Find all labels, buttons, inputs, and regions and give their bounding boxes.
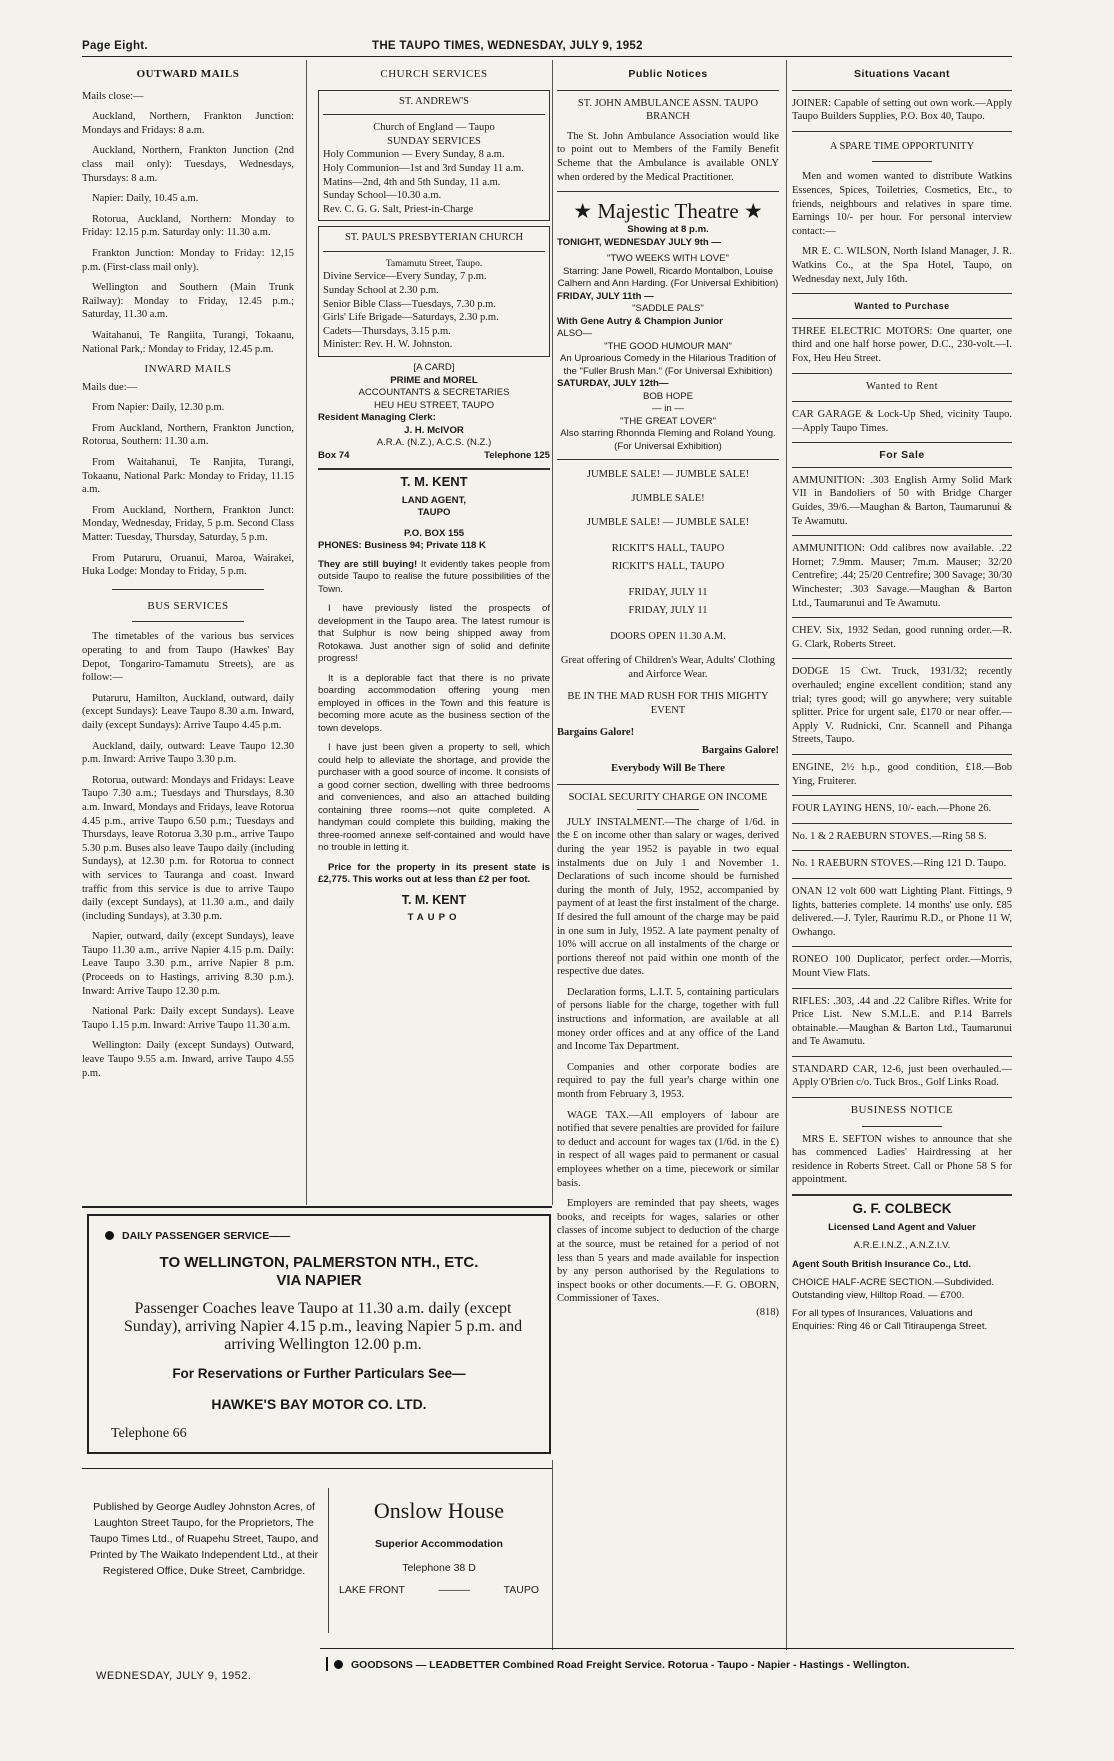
column-notices [557, 62, 779, 1702]
film-description: An Uproarious Comedy in the Hilarious Tradition of the "Fuller Brush Man." (For Universal Exhibition) [560, 353, 776, 377]
goodsons-ad [326, 1657, 1016, 1675]
st-pauls-box [318, 226, 550, 357]
st-andrews-box [318, 90, 550, 222]
classified-ad: DODGE 15 Cwt. Truck, 1931/32; recently overhauled; engine excellent condition; stand any trial; tyres good; will go anywhere; very suitable splitter. Price for urgent sale, £170 or near offer.—Apply V. Rudnicki, Cnr. Scannell and Pihanga Streets, Taupo. [792, 666, 1012, 746]
divider [792, 823, 1012, 824]
onslow-location [329, 1584, 549, 1596]
classified-ad: STANDARD CAR, 12-6, just been overhauled.—Apply O'Brien c/o. Tuck Bros., Golf Links Road. [792, 1063, 1012, 1089]
film-title: "SADDLE PALS" [632, 303, 704, 315]
column-rule [552, 1460, 553, 1650]
jumble-hall: RICKIT'S HALL, TAUPO [611, 543, 725, 555]
mail-paragraph: Wellington and Southern (Main Trunk Railway): Monday to Friday, 12.45 p.m.; Saturday, 11.30 a.m. [82, 282, 294, 321]
divider [557, 784, 779, 785]
service-line: Holy Communion — Every Sunday, 8 a.m. [323, 149, 505, 161]
divider [792, 878, 1012, 879]
divider [792, 467, 1012, 468]
kent-paragraph: I have just been given a property to sell, which could help to alleviate the shortage, and provide the purchaser with a good source of income. It consists of a good corner section, dwelling with three bedrooms and conveniences, and also an attached building containing three rooms—not quite completed. A handyman could complete this building, making the three-roomed annexe self-contained and would have no trouble in letting it. [318, 742, 550, 853]
jumble-day: FRIDAY, JULY 11 [628, 605, 708, 617]
card-clerk-label: Resident Managing Clerk: [318, 412, 436, 423]
divider [637, 809, 699, 810]
colbeck-role: Licensed Land Agent and Valuer [828, 1221, 976, 1233]
service-line: Girls' Life Brigade—Saturdays, 2.30 p.m. [323, 312, 499, 324]
security-paragraph: JULY INSTALMENT.—The charge of 1/6d. in the £ on income other than salary or wages, derived during the year 1952 is payable in two equal instalments due on July 1 and November 1. Declarations of such income should be furnished during the month of July, 1952, accompanied by payment of at least the first instalment of the charge. If desired the full amount of the charge may be paid in one sum in July, 1952. A late payment penalty of 10% will accrue on all instalments of the charge or portions thereof not paid within one month of the respective due dates. [557, 816, 779, 978]
page-header [82, 38, 1012, 56]
onslow-sub: Superior Accommodation [375, 1538, 503, 1550]
ambulance-title: ST. JOHN AMBULANCE ASSN. TAUPO BRANCH [577, 97, 759, 123]
column-rule [306, 60, 307, 1205]
outward-mails-title: OUTWARD MAILS [136, 68, 240, 80]
divider [792, 293, 1012, 294]
divider [792, 617, 1012, 618]
wanted-purchase-title: Wanted to Purchase [854, 301, 950, 312]
divider [132, 621, 244, 622]
security-paragraph: Employers are reminded that pay sheets, wages books, and receipts for wages, salaries or other classes of income subject to deduction of the charge at the source, must be retained for a period of not less than 5 years and made available for inspection by any person authorised by the Regulations to inspect books or other documents.—F. G. OBORN, Commissioner of Taxes. [557, 1198, 779, 1305]
divider [862, 1126, 942, 1127]
section-rule [320, 1648, 1014, 1649]
kent-paragraph-text: It evidently takes people from outside Taupo to realise the future possibilities of the Town. [318, 558, 550, 595]
divider [792, 318, 1012, 319]
situations-vacant-title: Situations Vacant [853, 68, 951, 80]
bus-paragraph: National Park: Daily except Sundays). Leave Taupo 1.15 p.m. Inward: Arrive Taupo 11.30 a.m. [82, 1006, 294, 1031]
film-title: "TWO WEEKS WITH LOVE" [607, 253, 729, 265]
publisher-imprint: Published by George Audley Johnston Acres, of Laughton Street Taupo, for the Proprietors, The Taupo Times Ltd., of Ruapehu Street, Taupo, and Printed by The Waikato Independent Ltd., at their Registered Office, Duke Street, Cambridge. [89, 1501, 319, 1577]
mail-paragraph: Auckland, Northern, Frankton Junction (2nd class mail only): Tuesdays, Wednesdays, Thursdays: 8 a.m. [82, 145, 294, 184]
film-cast: Starring: Jane Powell, Ricardo Montalbon, Louise Calhern and Ann Harding. (For Universal Exhibition) [557, 265, 779, 290]
goodsons-text: GOODSONS — LEADBETTER Combined Road Freight Service. Rotorua - Taupo - Napier - Hastings - Wellington. [351, 1659, 910, 1671]
column-rule [786, 60, 787, 1650]
kent-paragraph [318, 559, 550, 597]
classified-ad: RONEO 100 Duplicator, perfect order.—Morris, Mount View Flats. [792, 954, 1012, 979]
classified-ad: ENGINE, 2½ h.p., good condition, £18.—Bob Ying, Fruiterer. [792, 761, 1012, 787]
jumble-sale-ad [557, 466, 779, 778]
mail-paragraph: Rotorua, Auckland, Northern: Monday to Friday: 12.15 p.m. Saturday only: 11.30 a.m. [82, 213, 294, 239]
divider [792, 535, 1012, 536]
theatre-title [557, 198, 779, 224]
kent-phones: PHONES: Business 94; Private 118 K [318, 540, 486, 551]
security-paragraph: Declaration forms, L.I.T. 5, containing particulars of persons liable for the charge, together with full instructions and information, are available at all money order offices and at any office of the Land and Income Tax Department. [557, 986, 779, 1053]
divider [792, 1056, 1012, 1057]
jumble-galore: Bargains Galore! [701, 745, 779, 757]
bar-mark [326, 1657, 328, 1671]
jumble-everybody: Everybody Will Be There [611, 763, 725, 775]
divider [792, 442, 1012, 443]
card-box: Box 74 [318, 449, 350, 461]
divider [792, 1194, 1012, 1196]
st-pauls-sub: Tamamutu Street, Taupo. [385, 257, 483, 269]
divider [792, 946, 1012, 947]
passenger-service-ad [87, 1214, 551, 1454]
st-andrews-title: ST. ANDREW'S [399, 95, 469, 107]
mail-paragraph: Napier: Daily, 10.45 a.m. [92, 193, 199, 205]
divider [792, 401, 1012, 402]
star-icon: ★ [573, 199, 593, 224]
bus-paragraph: Auckland, daily, outward: Leave Taupo 12.30 p.m. Inward: Arrive Taupo 3.30 p.m. [82, 740, 294, 766]
mail-paragraph: From Auckland, Northern, Frankton Junct: Monday, Wednesday, Friday, 5 p.m. Second Class Matter: Tuesday, Thursday, Saturday, 5 p.m. [82, 504, 294, 544]
passenger-destination [89, 1254, 549, 1290]
film-star: BOB HOPE [642, 390, 694, 402]
card-address: HEU HEU STREET, TAUPO [373, 399, 495, 411]
kent-paragraph: It is a deplorable fact that there is no private boarding accommodation offering young men employed in offices in the Town and this feature is becoming more acute as the business section of the town develops. [318, 672, 550, 734]
bullet-icon [105, 1231, 114, 1240]
service-line: Sunday School at 2.30 p.m. [323, 285, 439, 297]
theatre-also: ALSO— [557, 328, 593, 340]
st-andrews-sub2: SUNDAY SERVICES [387, 135, 481, 147]
colbeck-quals: A.R.E.I.N.Z., A.N.Z.I.V. [853, 1240, 951, 1252]
jumble-line: JUMBLE SALE! — JUMBLE SALE! [586, 469, 750, 481]
kent-town: TAUPO [417, 507, 451, 518]
theatre-saturday: SATURDAY, JULY 12th— [557, 378, 669, 390]
column-classifieds [792, 62, 1012, 1702]
theatre-tonight: TONIGHT, WEDNESDAY JULY 9th — [557, 236, 722, 248]
issue-date: WEDNESDAY, JULY 9, 1952. [96, 1670, 252, 1682]
jumble-line: JUMBLE SALE! [631, 493, 705, 505]
column-church [318, 62, 550, 1212]
card-quals: A.R.A. (N.Z.), A.C.S. (N.Z.) [376, 437, 492, 448]
star-icon: ★ [743, 199, 763, 224]
st-andrews-sub1: Church of England — Taupo [373, 122, 495, 134]
film-title: "THE GOOD HUMOUR MAN" [604, 340, 732, 352]
mail-paragraph: Mails close:— [82, 90, 144, 102]
classified-ad: FOUR LAYING HENS, 10/- each.—Phone 26. [792, 803, 992, 815]
wanted-rent-title: Wanted to Rent [865, 380, 939, 392]
security-title: SOCIAL SECURITY CHARGE ON INCOME [568, 792, 768, 804]
for-sale-title: For Sale [879, 449, 925, 462]
kent-name: T. M. KENT [400, 474, 468, 489]
public-notices-title: Public Notices [628, 68, 708, 80]
classified-ad: Men and women wanted to distribute Watkins Essences, Spices, Toiletries, Cosmetics, Etc., to friends, neighbours and relatives in spare time. Earnings 10/- per hour. For personal interview contact:— [792, 171, 1012, 237]
divider [792, 795, 1012, 796]
card-telephone: Telephone 125 [484, 449, 550, 461]
page-number: Page Eight. [82, 40, 148, 52]
passenger-reservations: For Reservations or Further Particulars See— [172, 1366, 466, 1381]
colbeck-insurance: For all types of Insurances, Valuations and Enquiries: Ring 46 or Call Titiraupenga Street. [792, 1308, 988, 1332]
card-label: [A CARD] [413, 362, 455, 373]
service-line: Matins—2nd, 4th and 5th Sunday, 11 a.m. [323, 176, 501, 188]
mail-paragraph: From Putaruru, Oruanui, Maroa, Wairakei, Huka Lodge: Monday to Friday, 5 p.m. [82, 552, 294, 578]
onslow-telephone: Telephone 38 D [402, 1562, 476, 1574]
card-firm: PRIME and MOREL [390, 374, 478, 386]
jumble-offering: Great offering of Children's Wear, Adults' Clothing and Airforce Wear. [560, 655, 776, 681]
mail-paragraph: Mails due:— [82, 381, 138, 393]
passenger-telephone: Telephone 66 [111, 1426, 187, 1441]
passenger-company: HAWKE'S BAY MOTOR CO. LTD. [211, 1396, 427, 1412]
onslow-dash: ——— [438, 1584, 471, 1596]
column-rule [552, 60, 553, 1205]
jumble-day: FRIDAY, JULY 11 [628, 587, 708, 599]
passenger-label [105, 1230, 290, 1242]
bus-paragraph: Napier, outward, daily (except Sundays), leave Taupo 11.30 a.m., arrive Napier 4.15 p.m. Daily: Leave Taupo 3.30 p.m., arrive Napier 8 p.m. (Proceeds on to Hastings, arriving 8.30 p.m.). Inward: Arrive Taupo 12.30 p.m. [82, 931, 294, 997]
classified-ad: No. 1 & 2 RAEBURN STOVES.—Ring 58 S. [792, 830, 987, 842]
passenger-label-text: DAILY PASSENGER SERVICE—— [122, 1230, 291, 1242]
classified-ad: AMMUNITION: Odd calibres now available. .22 Hornet; 7.9mm. Mauser; 7m.m. Mauser; 32/20 Centrefire; .44; 25/20 Centrefire; 300 Savage; 30/30 Winchester; .303 Savage.—Maughan & Barton Ltd., Taumarunui and Te Awamutu. [792, 543, 1012, 609]
business-notice-title: BUSINESS NOTICE [850, 1104, 954, 1117]
service-line: Sunday School—10.30 a.m. [323, 190, 442, 202]
kent-role: LAND AGENT, [401, 494, 467, 506]
service-line: Holy Communion—1st and 3rd Sunday 11 a.m. [323, 162, 524, 174]
film-in: — in — [652, 403, 684, 415]
divider [112, 589, 264, 590]
colbeck-ad [792, 1202, 1012, 1333]
onslow-name: Onslow House [373, 1498, 505, 1523]
divider [792, 754, 1012, 755]
jumble-hall: RICKIT'S HALL, TAUPO [611, 561, 725, 573]
classified-ad: AMMUNITION: .303 English Army Solid Mark VII in Bandoliers of 50 with Bridge Charger Guides, 39/6.—Maughan & Barton, Taumarunui & Te Awamutu. [792, 474, 1012, 527]
st-pauls-title: ST. PAUL'S PRESBYTERIAN CHURCH [344, 232, 524, 244]
onslow-right: TAUPO [503, 1584, 539, 1596]
divider [792, 850, 1012, 851]
bus-paragraph: Putaruru, Hamilton, Auckland, outward, daily (except Sundays): Leave Taupo 8.30 a.m. Inward, daily (except Sundays): Arrive Taupo 4.45 p.m. [82, 692, 294, 731]
ambulance-text: The St. John Ambulance Association would like to point out to Members of the Family Benefit Scheme that the Ambulance is available ONLY when ordered by the Medical Practitioner. [557, 130, 779, 183]
passenger-dest1: TO WELLINGTON, PALMERSTON NTH., ETC. [159, 1254, 479, 1271]
security-paragraph: Companies and other corporate bodies are required to pay the full year's charge within one month from February 3, 1953. [557, 1061, 779, 1101]
theatre-friday: FRIDAY, JULY 11th — [557, 290, 654, 302]
card-role: ACCOUNTANTS & SECRETARIES [358, 387, 510, 398]
divider [318, 468, 550, 470]
kent-po: P.O. BOX 155 [403, 527, 465, 539]
divider [557, 459, 779, 460]
divider [792, 131, 1012, 132]
kent-price: Price for the property in its present state is £2,775. This works out at less than £2 per foot. [318, 861, 550, 885]
divider [323, 251, 545, 252]
bullet-icon [334, 1660, 343, 1669]
classified-ad: No. 1 RAEBURN STOVES.—Ring 121 D. Taupo. [792, 858, 1007, 870]
divider [323, 114, 545, 115]
theatre-showing: Showing at 8 p.m. [627, 224, 709, 236]
onslow-house-ad [328, 1488, 549, 1633]
colbeck-agent: Agent South British Insurance Co., Ltd. [792, 1258, 972, 1270]
divider [792, 90, 1012, 91]
card-clerk: J. H. McIVOR [404, 424, 464, 436]
mail-paragraph: From Auckland, Northern, Frankton Junction, Rotorua, Southern: 11.30 a.m. [82, 422, 294, 448]
jumble-galore: Bargains Galore! [557, 727, 635, 739]
classified-ad: MR E. C. WILSON, North Island Manager, J. R. Watkins Co., at the Spa Hotel, Taupo, on Wednesday next, July 16th. [792, 246, 1012, 285]
mail-paragraph: Auckland, Northern, Frankton Junction: Mondays and Fridays: 8 a.m. [82, 111, 294, 136]
divider [792, 988, 1012, 989]
divider [792, 1097, 1012, 1098]
kent-ad [318, 476, 550, 925]
film-title: "THE GREAT LOVER" [619, 415, 717, 427]
classified-ad: CAR GARAGE & Lock-Up Shed, vicinity Taupo.—Apply Taupo Times. [792, 409, 1012, 434]
service-line: Rev. C. G. G. Salt, Priest-in-Charge [323, 203, 474, 215]
film-cast: With Gene Autry & Champion Junior [557, 315, 723, 327]
kent-signature: T. M. KENT [401, 892, 467, 907]
mail-paragraph: Waitahanui, Te Rangiita, Turangi, Tokaanu, National Park,: Monday to Friday, 12.45 p.m. [82, 329, 294, 355]
divider [792, 658, 1012, 659]
column-mails [82, 62, 294, 1212]
divider [872, 161, 932, 162]
film-cast: Also starring Rhonnda Fleming and Roland Young. (For Universal Exhibition) [560, 428, 776, 452]
masthead: THE TAUPO TIMES, WEDNESDAY, JULY 9, 1952 [372, 40, 643, 52]
jumble-rush: BE IN THE MAD RUSH FOR THIS MIGHTY EVENT [567, 691, 769, 717]
classified-ad: CHEV. Six, 1932 Sedan, good running order.—R. G. Clark, Roberts Street. [792, 625, 1012, 650]
accountants-card [318, 362, 550, 462]
mail-paragraph: From Napier: Daily, 12.30 p.m. [92, 402, 225, 414]
service-line: Cadets—Thursdays, 3.15 p.m. [323, 325, 451, 337]
divider [792, 373, 1012, 374]
service-line: Divine Service—Every Sunday, 7 p.m. [323, 271, 487, 283]
mail-paragraph: From Waitahanui, Te Ranjita, Turangi, Tokaanu, National Park: Monday to Friday, 11.15 a.m. [82, 457, 294, 496]
header-rule [82, 56, 1012, 57]
kent-lead: They are still buying! [318, 558, 418, 570]
divider [557, 191, 779, 192]
section-rule [82, 1206, 552, 1208]
classified-ad: ONAN 12 volt 600 watt Lighting Plant. Fittings, 9 lights, batteries complete. 14 months' use only. £85 delivered.—J. Tyler, Raurimu R.D., or Phone 11 W, Owhango. [792, 885, 1012, 938]
service-line: Senior Bible Class—Tuesdays, 7.30 p.m. [323, 298, 496, 310]
service-line: Minister: Rev. H. W. Johnston. [323, 339, 453, 351]
theatre-program [557, 224, 779, 453]
jumble-doors: DOORS OPEN 11.30 A.M. [610, 631, 726, 643]
card-contact [318, 450, 550, 463]
divider [557, 90, 779, 91]
section-rule [82, 1468, 552, 1469]
classified-ad: JOINER: Capable of setting out own work.—Apply Taupo Builders Supplies, P.O. Box 40, Taupo. [792, 97, 1012, 123]
passenger-dest2: VIA NAPIER [276, 1272, 362, 1289]
classified-ad: RIFLES: .303, .44 and .22 Calibre Rifles. Write for Price List. New S.M.L.E. and P.14 Barrels obtainable.—Maughan & Barton Ltd., Taumarunui and Te Awamutu. [792, 995, 1012, 1048]
bus-services-title: BUS SERVICES [147, 599, 229, 612]
kent-signature-town: TAUPO [407, 912, 461, 923]
inward-mails-title: INWARD MAILS [144, 363, 232, 376]
bus-paragraph: Wellington: Daily (except Sundays) Outward, leave Taupo 9.55 a.m. Inward, arrive Taupo 4.55 p.m. [82, 1040, 294, 1079]
bus-paragraph: The timetables of the various bus services operating to and from Taupo (Hawkes' Bay Depot, Tongariro-Tamamutu Streets), are as follow:— [82, 631, 294, 684]
bus-paragraph: Rotorua, outward: Mondays and Fridays: Leave Taupo 7.30 a.m.; Tuesdays and Thursdays, 8.30 a.m. Inward, Mondays and Fridays, leave Rotorua 4.45 p.m., arrive Taupo 6.50 p.m.; Tuesdays and Thursdays, leave Rotorua 3.30 p.m., arrive Taupo 5.30 p.m. Buses also leave Taupo daily (including Sundays), at 12.30 p.m. for Rotorua to connect with services to Tauranga and coast. Inward traffic from this service is due to arrive Taupo daily (except Sundays), at 11.30 a.m., and daily (including Sundays), at 3.30 p.m. [82, 774, 294, 922]
security-ref: (818) [756, 1306, 779, 1318]
colbeck-section: CHOICE HALF-ACRE SECTION.—Subdivided. Outstanding view, Hilltop Road. — £700. [792, 1277, 995, 1301]
spare-time-title: A SPARE TIME OPPORTUNITY [829, 140, 975, 152]
security-paragraph: WAGE TAX.—All employers of labour are notified that severe penalties are provided for failure to deduct and account for wages tax (1/6d. in the £) in respect of all wages paid to permanent or casual employees whether on a time, piecework or similar basis. [557, 1109, 779, 1189]
passenger-body: Passenger Coaches leave Taupo at 11.30 a.m. daily (except Sunday), arriving Napier 4.15 p.m., leaving Napier 5 p.m. and arriving Wellington 12.00 p.m. [123, 1300, 523, 1353]
kent-paragraph: I have previously listed the prospects of development in the Taupo area. The latest rumour is that Sulphur is now being shipped away from Rotokawa. Just another sign of solid and definite progress! [318, 603, 550, 664]
church-services-title: CHURCH SERVICES [380, 68, 488, 80]
theatre-name: Majestic Theatre [597, 199, 739, 224]
mail-paragraph: Frankton Junction: Monday to Friday: 12,15 p.m. (First-class mail only). [82, 247, 294, 273]
jumble-line: JUMBLE SALE! — JUMBLE SALE! [586, 517, 750, 529]
colbeck-name: G. F. COLBECK [852, 1201, 952, 1217]
classified-ad: THREE ELECTRIC MOTORS: One quarter, one third and one half horse power, D.C., 230-volt.—I. Fox, Heu Heu Street. [792, 325, 1012, 364]
classified-ad: MRS E. SEFTON wishes to announce that she has commenced Ladies' Hairdressing at her residence in Roberts Street. Call or Phone 58 S for appointment. [792, 1133, 1012, 1186]
onslow-left: LAKE FRONT [339, 1584, 405, 1596]
